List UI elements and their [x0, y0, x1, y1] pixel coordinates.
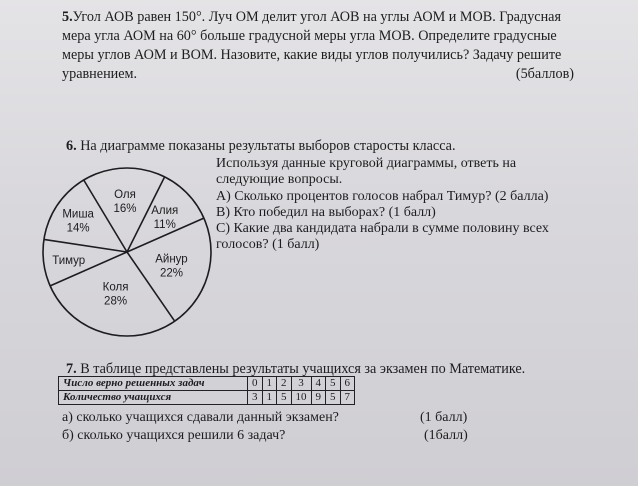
table-cell: 5	[326, 391, 341, 405]
pie-slice-percent: 11%	[153, 219, 176, 232]
task-7-question-a-points: (1 балл)	[420, 410, 468, 425]
task-5-line-2: мера угла АОМ на 60° больше градусной меры угла МОВ. Определите градусные	[62, 28, 557, 44]
pie-slice-name: Айнур	[155, 253, 188, 266]
table-header-tasks: Число верно решенных задач	[59, 377, 248, 391]
pie-slice-percent: 28%	[104, 295, 128, 308]
table-row-students	[59, 391, 355, 405]
pie-chart	[40, 166, 214, 338]
task-7-title-text: В таблице представлены результаты учащихся за экзамен по Математике.	[80, 361, 526, 377]
table-cell: 6	[340, 377, 355, 391]
pie-slice-percent: 16%	[113, 202, 137, 215]
task-5-points: (5баллов)	[515, 66, 574, 82]
table-cell: 3	[291, 377, 311, 391]
pie-labels	[52, 189, 187, 307]
table-header-students: Количество учащихся	[59, 391, 248, 405]
task-5-line-4: уравнением.	[62, 66, 138, 82]
results-table	[58, 376, 355, 405]
task-7-question-a: а) сколько учащихся сдавали данный экзамен?	[62, 410, 339, 425]
pie-slice-name: Миша	[62, 208, 94, 221]
table-cell: 10	[291, 391, 311, 405]
table-cell: 7	[340, 391, 355, 405]
task-6-question-c-cont: голосов? (1 балл)	[216, 237, 320, 253]
task-6-question-a: А) Сколько процентов голосов набрал Тимур? (2 балла)	[216, 188, 549, 204]
task-7-question-b: б) сколько учащихся решили 6 задач?	[62, 428, 286, 443]
task-6-line-2: следующие вопросы.	[216, 172, 343, 188]
task-5-number: 5.	[62, 9, 73, 25]
task-6-title-text: На диаграмме показаны результаты выборов старосты класса.	[80, 138, 456, 154]
table-cell: 1	[262, 391, 277, 405]
task-6-title	[66, 138, 456, 155]
table-cell: 4	[311, 377, 326, 391]
task-6-line-1: Используя данные круговой диаграммы, ответь на	[216, 156, 517, 171]
task-7-number: 7.	[66, 361, 77, 377]
table-cell: 2	[277, 377, 292, 391]
task-6-number: 6.	[66, 138, 77, 154]
table-cell: 0	[248, 377, 263, 391]
pie-slice-name: Коля	[102, 281, 129, 294]
pie-slice-name: Алия	[151, 205, 179, 218]
task-5-line-1: Угол АОВ равен 150°. Луч ОМ делит угол АОВ на углы АОМ и МОВ. Градусная	[72, 9, 562, 25]
task-5-line-3: меры углов АОМ и ВОМ. Назовите, какие виды углов получились? Задачу решите	[62, 47, 562, 63]
pie-slice-name: Тимур	[52, 254, 86, 267]
task-7-question-b-points: (1балл)	[424, 428, 468, 443]
task-6-question-b: В) Кто победил на выборах? (1 балл)	[216, 204, 436, 220]
table-row-tasks	[59, 377, 355, 391]
pie-slice-percent: 22%	[159, 267, 183, 280]
table-cell: 5	[277, 391, 292, 405]
table-cell: 3	[248, 391, 263, 405]
pie-slice-name: Оля	[114, 188, 136, 201]
task-6-question-c: С) Какие два кандидата набрали в сумме половину всех	[216, 221, 549, 237]
table-cell: 9	[311, 391, 326, 405]
pie-slice-percent: 14%	[66, 222, 90, 235]
pie-slice-boundary	[44, 239, 127, 252]
table-cell: 5	[326, 377, 341, 391]
table-cell: 1	[262, 377, 277, 391]
task-6-questions	[216, 156, 549, 254]
task-5	[62, 8, 582, 84]
